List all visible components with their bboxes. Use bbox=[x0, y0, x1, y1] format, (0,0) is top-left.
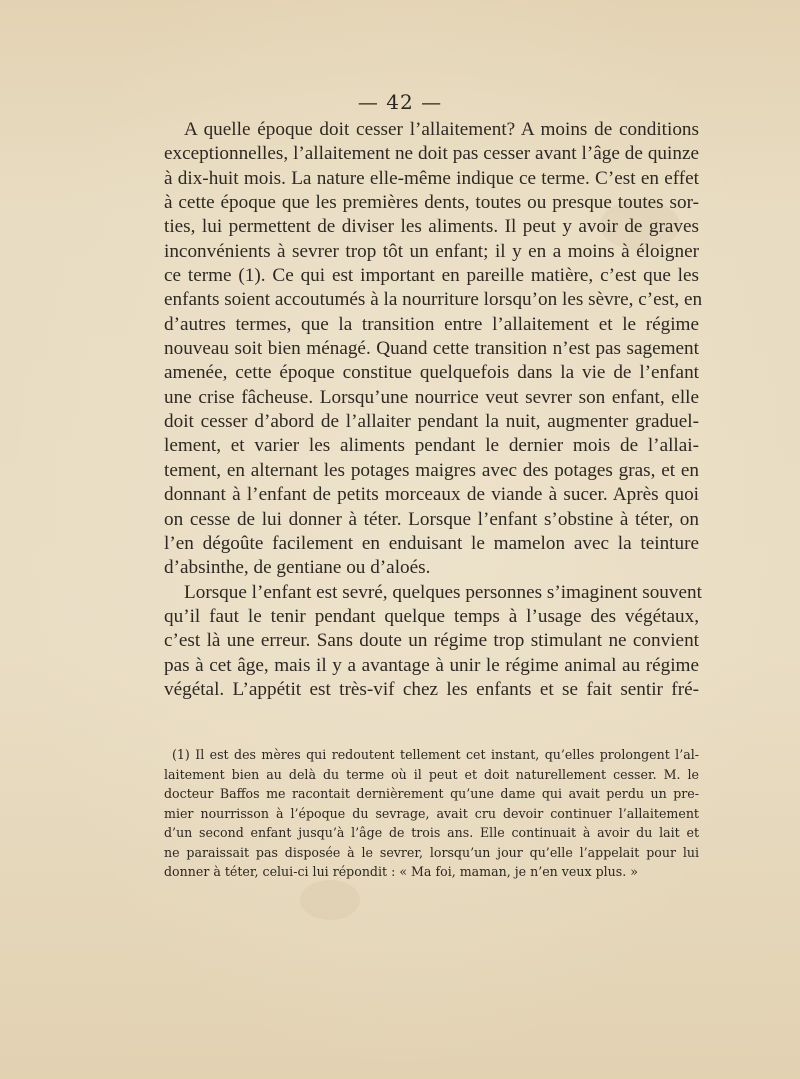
text-line: c’est là une erreur. Sans doute un régime trop stimulant ne convient bbox=[164, 630, 699, 652]
text-line: qu’il faut le tenir pendant quelque temps à l’usage des végétaux, bbox=[164, 605, 699, 627]
text-line: l’en dégoûte facilement en enduisant le mamelon avec la teinture bbox=[164, 532, 699, 554]
text-line: ties, lui permettent de diviser les aliments. Il peut y avoir de graves bbox=[164, 216, 699, 238]
text-line: d’autres termes, que la transition entre l’allaitement et le régime bbox=[164, 313, 699, 335]
text-line: végétal. L’appétit est très-vif chez les enfants et se fait sentir fré- bbox=[164, 678, 699, 700]
text-line: on cesse de lui donner à téter. Lorsque l’enfant s’obstine à téter, on bbox=[164, 508, 699, 530]
body-text bbox=[164, 118, 703, 702]
text-line: tement, en alternant les potages maigres avec des potages gras, et en bbox=[164, 459, 699, 481]
footnote bbox=[164, 745, 699, 882]
text-line: d’absinthe, de gentiane ou d’aloés. bbox=[164, 557, 431, 579]
footnote-line: laitement bien au delà du terme où il peut et doit naturellement cesser. M. le bbox=[164, 766, 699, 782]
footnote-line: ne paraissait pas disposée à le sevrer, lorsqu’un jour qu’elle l’appelait pour lui bbox=[164, 844, 699, 860]
text-line: Lorsque l’enfant est sevré, quelques personnes s’imaginent souvent bbox=[184, 581, 702, 603]
text-line: lement, et varier les aliments pendant le dernier mois de l’allai- bbox=[164, 435, 699, 457]
text-line: ce terme (1). Ce qui est important en pareille matière, c’est que les bbox=[164, 265, 699, 287]
text-line: exceptionnelles, l’allaitement ne doit pas cesser avant l’âge de quinze bbox=[164, 143, 699, 165]
footnote-line: mier nourrisson à l’époque du sevrage, avait cru devoir continuer l’allaitement bbox=[164, 805, 699, 821]
text-line: une crise fâcheuse. Lorsqu’une nourrice veut sevrer son enfant, elle bbox=[164, 386, 699, 408]
text-line: nouveau soit bien ménagé. Quand cette transition n’est pas sagement bbox=[164, 338, 699, 360]
text-line: pas à cet âge, mais il y a avantage à unir le régime animal au régime bbox=[164, 654, 699, 676]
footnote-line: donner à téter, celui-ci lui répondit : « Ma foi, maman, je n’en veux plus. » bbox=[164, 864, 638, 879]
text-line: A quelle époque doit cesser l’allaitement? A moins de conditions bbox=[184, 119, 699, 140]
text-line: à dix-huit mois. La nature elle-même indique ce terme. C’est en effet bbox=[164, 167, 699, 189]
paper-stain bbox=[300, 880, 360, 920]
footnote-line: (1) Il est des mères qui redoutent tellement cet instant, qu’elles prolongent l’al- bbox=[172, 747, 699, 762]
text-line: doit cesser d’abord de l’allaiter pendant la nuit, augmenter graduel- bbox=[164, 411, 699, 433]
text-line: amenée, cette époque constitue quelquefois dans la vie de l’enfant bbox=[164, 362, 699, 384]
text-line: inconvénients à sevrer trop tôt un enfant; il y en a moins à éloigner bbox=[164, 240, 699, 262]
page-number: — 42 — bbox=[357, 90, 443, 114]
text-line: à cette époque que les premières dents, toutes ou presque toutes sor- bbox=[164, 192, 699, 214]
footnote-line: d’un second enfant jusqu’à l’âge de trois ans. Elle continuait à avoir du lait et bbox=[164, 825, 699, 840]
text-line: donnant à l’enfant de petits morceaux de viande à sucer. Après quoi bbox=[164, 484, 699, 506]
text-line: enfants soient accoutumés à la nourriture lorsqu’on les sèvre, c’est, en bbox=[164, 289, 703, 311]
footnote-line: docteur Baffos me racontait dernièrement qu’une dame qui avait perdu un pre- bbox=[164, 786, 699, 801]
